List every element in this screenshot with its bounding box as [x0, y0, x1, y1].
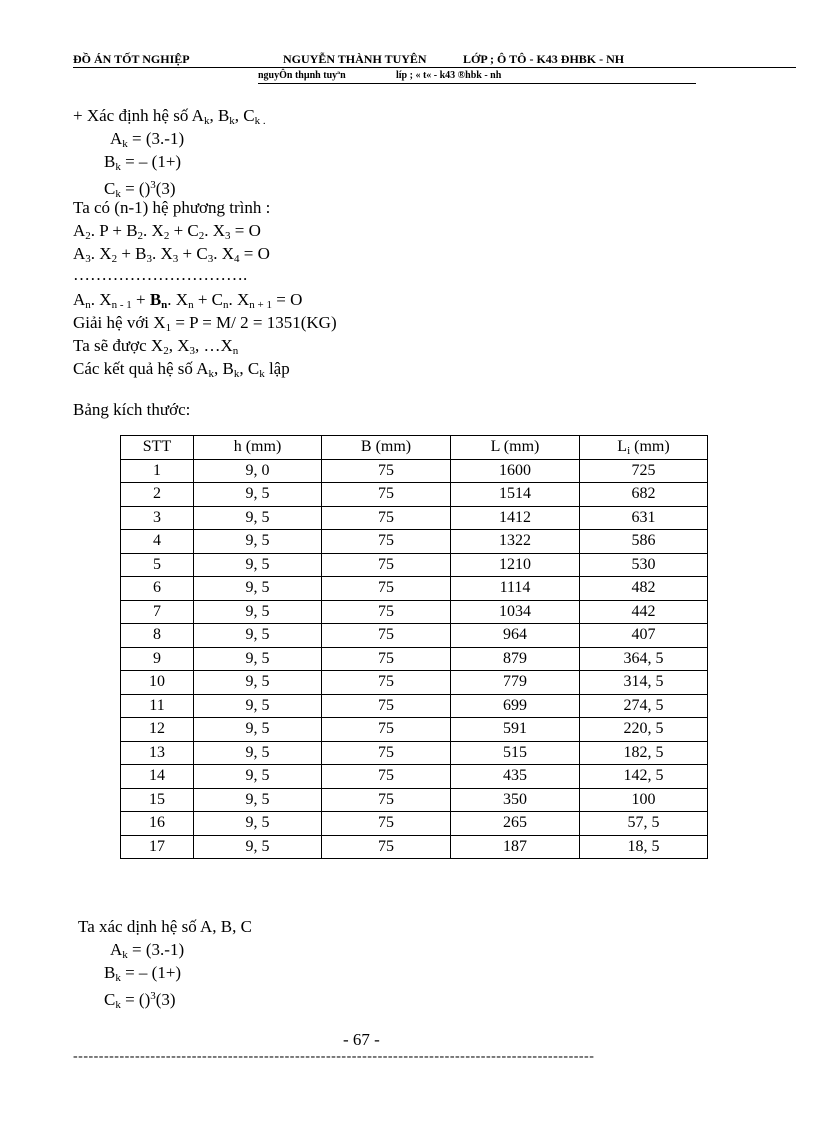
table-cell: 75 [322, 671, 451, 695]
table-cell: 12 [121, 718, 194, 742]
solve-text: Giải hệ với $X_1 = P = M/$ 2 = 1351(KG) [73, 313, 337, 334]
table-cell: 364, 5 [580, 647, 708, 671]
col-h: h (mm) [194, 436, 322, 460]
table-cell: 75 [322, 741, 451, 765]
system-text: Ta có (n-1) hệ phương trình : [73, 198, 271, 217]
header-sub-rule [258, 83, 696, 84]
table-row [121, 577, 708, 601]
table-cell: 530 [580, 553, 708, 577]
table-cell: 75 [322, 577, 451, 601]
get-text: Ta sẽ được $X_2$, $X_3$, $\dots X_n$ [73, 336, 239, 357]
header-class: LỚP ; Ô TÔ - K43 ĐHBK - NH [463, 52, 625, 66]
table-row [121, 483, 708, 507]
table-cell: 75 [322, 483, 451, 507]
equation-2: $A_3$. $X_2 + B_3$. $X_3 + C_3$. $X_4 = O$ [73, 244, 270, 265]
table-cell: 14 [121, 765, 194, 789]
formula-ak: $A_k = (3.-1)$ [110, 129, 185, 150]
table-cell: 75 [322, 765, 451, 789]
table-row [121, 765, 708, 789]
formula-ck: $C_k = ()^3(3)$ [104, 179, 176, 200]
table-cell: 75 [322, 506, 451, 530]
table-cell: 220, 5 [580, 718, 708, 742]
table-row [121, 459, 708, 483]
table-cell: 274, 5 [580, 694, 708, 718]
table-row [121, 647, 708, 671]
table-cell: 1034 [451, 600, 580, 624]
formula-bk: $B_k$ = – (1+) [104, 152, 182, 173]
table-cell: 964 [451, 624, 580, 648]
table-cell: 407 [580, 624, 708, 648]
table-cell: 9, 5 [194, 577, 322, 601]
table-cell: 350 [451, 788, 580, 812]
table-row [121, 624, 708, 648]
ellipsis-line: …………………………. [73, 265, 248, 284]
table-cell: 9, 5 [194, 671, 322, 695]
table-cell: 314, 5 [580, 671, 708, 695]
table-cell: 9, 5 [194, 812, 322, 836]
table-cell: 11 [121, 694, 194, 718]
table-cell: 1210 [451, 553, 580, 577]
table-cell: 9, 5 [194, 624, 322, 648]
table-cell: 9, 5 [194, 694, 322, 718]
table-row [121, 553, 708, 577]
equation-n: $A_n$. $X_{n - 1} + B_n$. $X_n + C_n$. $X_{n + 1} = O$ [73, 290, 303, 311]
table-cell: 725 [580, 459, 708, 483]
coefficients-intro: + Xác định hệ số $A_k$, $B_k$, $C_{k .}$ [73, 106, 266, 127]
table-row [121, 788, 708, 812]
table-cell: 75 [322, 530, 451, 554]
table-cell: 699 [451, 694, 580, 718]
table-header-row [121, 436, 708, 460]
table-cell: 515 [451, 741, 580, 765]
header-sub-class: líp ; « t« - k43 ®hbk - nh [396, 70, 502, 81]
table-cell: 17 [121, 835, 194, 859]
table-cell: 1 [121, 459, 194, 483]
table-cell: 187 [451, 835, 580, 859]
table-cell: 1114 [451, 577, 580, 601]
table-cell: 5 [121, 553, 194, 577]
table-cell: 9, 5 [194, 530, 322, 554]
table-row [121, 741, 708, 765]
table-cell: 6 [121, 577, 194, 601]
header-author: NGUYỄN THÀNH TUYÊN [283, 52, 427, 66]
table-cell: 591 [451, 718, 580, 742]
table-cell: 15 [121, 788, 194, 812]
table-cell: 75 [322, 694, 451, 718]
table-row [121, 506, 708, 530]
header-sub-author: nguyÔn thµnh tuyªn [258, 70, 346, 81]
table-cell: 142, 5 [580, 765, 708, 789]
col-stt: STT [121, 436, 194, 460]
table-cell: 1514 [451, 483, 580, 507]
table-cell: 1412 [451, 506, 580, 530]
table-cell: 9, 5 [194, 741, 322, 765]
table-cell: 435 [451, 765, 580, 789]
table-cell: 75 [322, 812, 451, 836]
table-row [121, 600, 708, 624]
table-cell: 682 [580, 483, 708, 507]
table-cell: 16 [121, 812, 194, 836]
equation-1: $A_2$. $P + B_2$. $X_2 + C_2$. $X_3 = O$ [73, 221, 261, 242]
header-left: ĐỒ ÁN TỐT NGHIỆP [73, 52, 190, 66]
table-cell: 1322 [451, 530, 580, 554]
col-b: B (mm) [322, 436, 451, 460]
table-row [121, 718, 708, 742]
table-cell: 75 [322, 835, 451, 859]
table-cell: 7 [121, 600, 194, 624]
table-cell: 879 [451, 647, 580, 671]
table-cell: 9, 0 [194, 459, 322, 483]
table-cell: 9, 5 [194, 553, 322, 577]
table-cell: 10 [121, 671, 194, 695]
table-cell: 9, 5 [194, 483, 322, 507]
formula-ck-2: $C_k = ()^3(3)$ [104, 990, 176, 1011]
table-cell: 265 [451, 812, 580, 836]
table-cell: 18, 5 [580, 835, 708, 859]
table-row [121, 812, 708, 836]
table-cell: 75 [322, 647, 451, 671]
table-cell: 13 [121, 741, 194, 765]
table-cell: 75 [322, 600, 451, 624]
table-cell: 75 [322, 718, 451, 742]
table-cell: 3 [121, 506, 194, 530]
formula-bk-2: $B_k$ = – (1+) [104, 963, 182, 984]
formula-ak-2: $A_k = (3.-1)$ [110, 940, 185, 961]
table-cell: 631 [580, 506, 708, 530]
table-cell: 182, 5 [580, 741, 708, 765]
section2-intro: Ta xác dịnh hệ số A, B, C [78, 917, 252, 936]
table-cell: 586 [580, 530, 708, 554]
result-text: Các kết quả hệ số $A_k$, $B_k$, $C_k$ lập [73, 359, 290, 380]
table-cell: 100 [580, 788, 708, 812]
dimension-table [120, 435, 708, 859]
table-cell: 9, 5 [194, 765, 322, 789]
table-cell: 9, 5 [194, 718, 322, 742]
table-row [121, 694, 708, 718]
table-cell: 779 [451, 671, 580, 695]
table-cell: 75 [322, 459, 451, 483]
table-cell: 9, 5 [194, 647, 322, 671]
table-cell: 57, 5 [580, 812, 708, 836]
table-title: Bảng kích thước: [73, 400, 191, 419]
table-cell: 9, 5 [194, 600, 322, 624]
table-row [121, 671, 708, 695]
page-number: - 67 - [343, 1030, 380, 1049]
header-rule [73, 67, 796, 68]
table-cell: 75 [322, 624, 451, 648]
table-cell: 9, 5 [194, 506, 322, 530]
col-li: $L_i$ (mm) [580, 436, 708, 460]
table-row [121, 530, 708, 554]
table-cell: 8 [121, 624, 194, 648]
table-cell: 9, 5 [194, 835, 322, 859]
table-cell: 482 [580, 577, 708, 601]
table-cell: 4 [121, 530, 194, 554]
col-l: L (mm) [451, 436, 580, 460]
table-cell: 1600 [451, 459, 580, 483]
table-cell: 75 [322, 553, 451, 577]
footer-dash-line: ----------------------------------------------------------------------------------------------------- [73, 1049, 595, 1064]
table-row [121, 835, 708, 859]
table-cell: 9, 5 [194, 788, 322, 812]
table-cell: 442 [580, 600, 708, 624]
table-cell: 75 [322, 788, 451, 812]
table-cell: 9 [121, 647, 194, 671]
table-cell: 2 [121, 483, 194, 507]
